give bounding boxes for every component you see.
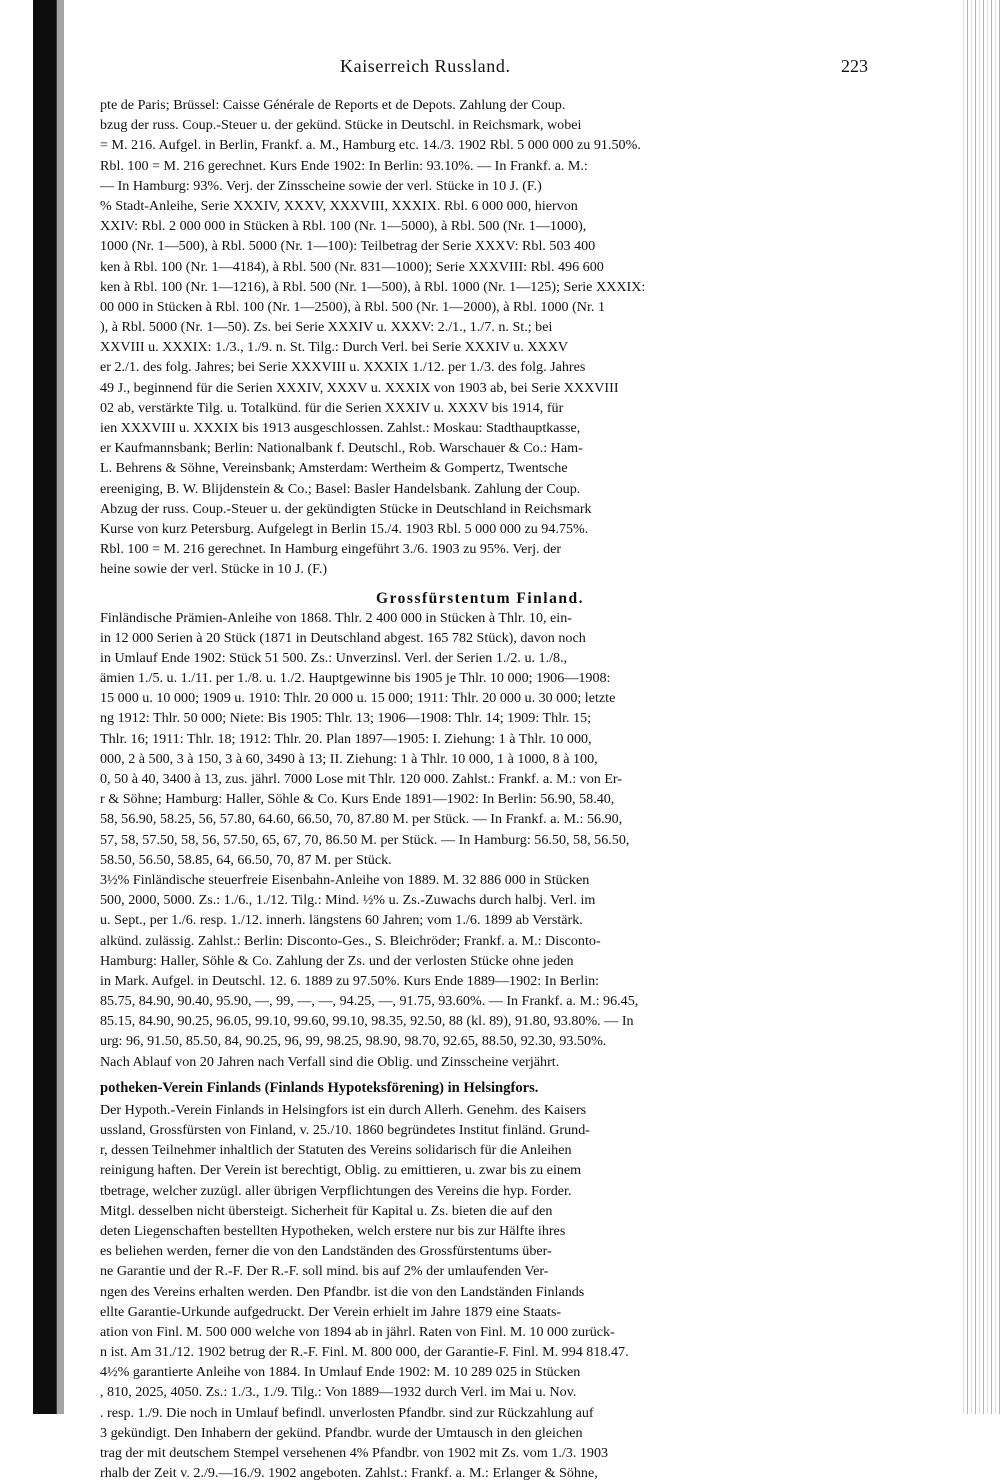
text-line: trag der mit deutschem Stempel versehenen 4% Pfandbr. von 1902 mit Zs. vom 1./3. 1903 <box>100 1445 609 1461</box>
text-line: ken à Rbl. 100 (Nr. 1—4184), à Rbl. 500 (Nr. 831—1000); Serie XXXVIII: Rbl. 496 600 <box>100 258 604 275</box>
text-line: 15 000 u. 10 000; 1909 u. 1910: Thlr. 20 000 u. 15 000; 1911: Thlr. 20 000 u. 30 000; letzte <box>100 690 616 707</box>
page-body <box>100 95 860 1483</box>
text-line: pte de Paris; Brüssel: Caisse Générale de Reports et de Depots. Zahlung der Coup. <box>100 97 566 113</box>
text-line: ngen des Vereins erhalten werden. Den Pfandbr. ist die von den Landständen Finlands <box>100 1283 585 1300</box>
text-line: n ist. Am 31./12. 1902 betrug der R.-F. Finl. M. 800 000, der Garantie-F. Finl. M. 994 818.47. <box>100 1344 629 1361</box>
text-line: 0, 50 à 40, 3400 à 13, zus. jährl. 7000 Lose mit Thlr. 120 000. Zahlst.: Frankf. a. M.: von Er- <box>100 771 623 787</box>
text-line: Abzug der russ. Coup.-Steuer u. der gekündigten Stücke in Deutschland in Reichsmark <box>100 500 592 517</box>
hypothek-section <box>100 1100 860 1483</box>
page-header <box>100 56 868 86</box>
text-line: Kurse von kurz Petersburg. Aufgelegt in Berlin 15./4. 1903 Rbl. 5 000 000 zu 94.75%. <box>100 520 589 537</box>
text-line: 00 000 in Stücken à Rbl. 100 (Nr. 1—2500), à Rbl. 500 (Nr. 1—2000), à Rbl. 1000 (Nr. 1 <box>100 298 605 315</box>
text-line: ne Garantie und der R.-F. Der R.-F. soll mind. bis auf 2% der umlaufenden Ver- <box>100 1263 549 1280</box>
text-line: ämien 1./5. u. 1./11. per 1./8. u. 1./2. Hauptgewinne bis 1905 je Thlr. 10 000; 1906—1908: <box>100 670 611 687</box>
text-line: deten Liegenschaften bestellten Hypotheken, welch erstere nur bis zur Hälfte ihres <box>100 1222 566 1239</box>
text-line: 1000 (Nr. 1—500), à Rbl. 5000 (Nr. 1—100): Teilbetrag der Serie XXXV: Rbl. 503 400 <box>100 238 596 255</box>
section-title-hypothek: potheken-Verein Finlands (Finlands Hypoteksförening) in Helsingfors. <box>100 1079 539 1096</box>
text-line: 58, 56.90, 58.25, 56, 57.80, 64.60, 66.50, 70, 87.80 M. per Stück. — In Frankf. a. M.: 56.90, <box>100 811 623 828</box>
text-line: 58.50, 56.50, 58.85, 64, 66.50, 70, 87 M. per Stück. <box>100 851 392 868</box>
section-title-finland: Grossfürstentum Finland. <box>376 589 584 607</box>
text-line: 85.15, 84.90, 90.25, 96.05, 99.10, 99.60, 99.10, 98.35, 92.50, 88 (kl. 89), 91.80, 93.80%. — In <box>100 1013 634 1030</box>
text-line: r, dessen Teilnehmer inhaltlich der Statuten des Vereins solidarisch für die Anleihen <box>100 1142 572 1159</box>
text-line: XXIV: Rbl. 2 000 000 in Stücken à Rbl. 100 (Nr. 1—5000), à Rbl. 500 (Nr. 1—1000), <box>100 218 587 235</box>
text-line: ken à Rbl. 100 (Nr. 1—1216), à Rbl. 500 (Nr. 1—500), à Rbl. 1000 (Nr. 1—125); Serie XXXIX: <box>100 278 646 295</box>
text-line: Rbl. 100 = M. 216 gerechnet. In Hamburg eingeführt 3./6. 1903 zu 95%. Verj. der <box>100 541 562 558</box>
text-line: 02 ab, verstärkte Tilg. u. Totalkünd. für die Serien XXXIV u. XXXV bis 1914, für <box>100 399 564 416</box>
text-line: 4½% garantierte Anleihe von 1884. In Umlauf Ende 1902: M. 10 289 025 in Stücken <box>100 1364 581 1381</box>
text-line: 500, 2000, 5000. Zs.: 1./6., 1./12. Tilg.: Mind. ½% u. Zs.-Zuwachs durch halbj. Verl. im <box>100 892 596 909</box>
text-line: bzug der russ. Coup.-Steuer u. der gekünd. Stücke in Deutschl. in Reichsmark, wobei <box>100 117 582 134</box>
text-line: ation von Finl. M. 500 000 welche von 1894 ab in jährl. Raten von Finl. M. 10 000 zurück- <box>100 1323 615 1340</box>
text-line: ien XXXVIII u. XXXIX bis 1913 ausgeschlossen. Zahlst.: Moskau: Stadthauptkasse, <box>100 420 581 436</box>
text-line: reinigung haften. Der Verein ist berechtigt, Oblig. zu emittieren, u. zwar bis zu einem <box>100 1162 582 1179</box>
text-line: L. Behrens & Söhne, Vereinsbank; Amsterdam: Wertheim & Gompertz, Twentsche <box>100 460 568 477</box>
text-line: 85.75, 84.90, 90.40, 95.90, —, 99, —, —, 94.25, —, 91.75, 93.60%. — In Frankf. a. M.: 96.45, <box>100 993 639 1010</box>
text-line: Rbl. 100 = M. 216 gerechnet. Kurs Ende 1902: In Berlin: 93.10%. — In Frankf. a. M.: <box>100 157 588 174</box>
text-line: . resp. 1./9. Die noch in Umlauf befindl. unverlosten Pfandbr. sind zur Rückzahlung auf <box>100 1404 594 1421</box>
text-line: ng 1912: Thlr. 50 000; Niete: Bis 1905: Thlr. 13; 1906—1908: Thlr. 14; 1909: Thlr. 15; <box>100 710 592 727</box>
text-line: , 810, 2025, 4050. Zs.: 1./3., 1./9. Tilg.: Von 1889—1932 durch Verl. im Mai u. Nov. <box>100 1384 577 1401</box>
text-line: 57, 58, 57.50, 58, 56, 57.50, 65, 67, 70, 86.50 M. per Stück. — In Hamburg: 56.50, 58, 56.50, <box>100 831 630 848</box>
text-line: ellte Garantie-Urkunde aufgedruckt. Der Verein erhielt im Jahre 1879 eine Staats- <box>100 1303 562 1320</box>
text-line: Thlr. 16; 1911: Thlr. 18; 1912: Thlr. 20. Plan 1897—1905: I. Ziehung: 1 à Thlr. 10 000, <box>100 730 592 747</box>
text-line: ereeniging, B. W. Blijdenstein & Co.; Basel: Basler Handelsbank. Zahlung der Coup. <box>100 480 581 497</box>
text-line: 3½% Finländische steuerfreie Eisenbahn-Anleihe von 1889. M. 32 886 000 in Stücken <box>100 871 590 888</box>
text-line: Hamburg: Haller, Söhle & Co. Zahlung der Zs. und der verlosten Stücke ohne jeden <box>100 952 574 969</box>
text-line: ussland, Grossfürsten von Finland, v. 25./10. 1860 begründetes Institut finländ. Grund- <box>100 1122 590 1138</box>
text-line: 000, 2 à 500, 3 à 150, 3 à 60, 3490 à 13; II. Ziehung: 1 à Thlr. 10 000, 1 à 1000, 8 à 100, <box>100 750 598 767</box>
running-title: Kaiserreich Russland. <box>340 56 511 76</box>
text-line: = M. 216. Aufgel. in Berlin, Frankf. a. M., Hamburg etc. 14./3. 1902 Rbl. 5 000 000 zu 91.50%. <box>100 137 641 154</box>
text-line: Finländische Prämien-Anleihe von 1868. Thlr. 2 400 000 in Stücken à Thlr. 10, ein- <box>100 609 572 626</box>
binding-shadow-edge <box>56 0 64 1414</box>
text-line: Der Hypoth.-Verein Finlands in Helsingfors ist ein durch Allerh. Genehm. des Kaisers <box>100 1101 587 1118</box>
text-line: r & Söhne; Hamburg: Haller, Söhle & Co. Kurs Ende 1891—1902: In Berlin: 56.90, 58.40, <box>100 791 615 808</box>
text-line: u. Sept., per 1./6. resp. 1./12. innerh. längstens 60 Jahren; vom 1./6. 1899 ab Verstärk. <box>100 912 583 929</box>
text-line: XXVIII u. XXXIX: 1./3., 1./9. n. St. Tilg.: Durch Verl. bei Serie XXXIV u. XXXV <box>100 339 569 356</box>
text-line: in Umlauf Ende 1902: Stück 51 500. Zs.: Unverzinsl. Verl. der Serien 1./2. u. 1./8., <box>100 649 568 666</box>
binding-shadow <box>33 0 57 1414</box>
text-line: 3 gekündigt. Den Inhabern der gekünd. Pfandbr. wurde der Umtausch in den gleichen <box>100 1424 583 1441</box>
text-line: 49 J., beginnend für die Serien XXXIV, XXXV u. XXXIX von 1903 ab, bei Serie XXXVIII <box>100 379 619 396</box>
text-line: er Kaufmannsbank; Berlin: Nationalbank f. Deutschl., Rob. Warschauer & Co.: Ham- <box>100 440 583 457</box>
text-line: tbetrage, welcher zuzügl. aller übrigen Verpflichtungen des Vereins die hyp. Forder. <box>100 1182 572 1199</box>
text-line: urg: 96, 91.50, 85.50, 84, 90.25, 96, 99, 98.25, 98.90, 98.70, 92.65, 88.50, 92.30, 93.50%. <box>100 1033 607 1050</box>
left-binding-gutter <box>0 0 92 1414</box>
text-line: — In Hamburg: 93%. Verj. der Zinsscheine sowie der verl. Stücke in 10 J. (F.) <box>100 177 542 194</box>
right-page-edge <box>960 0 1000 1414</box>
text-line: rhalb der Zeit v. 2./9.—16./9. 1902 angeboten. Zahlst.: Frankf. a. M.: Erlanger & Söhne, <box>100 1465 598 1482</box>
text-line: % Stadt-Anleihe, Serie XXXIV, XXXV, XXXVIII, XXXIX. Rbl. 6 000 000, hiervon <box>100 197 578 214</box>
text-line: ), à Rbl. 5000 (Nr. 1—50). Zs. bei Serie XXXIV u. XXXV: 2./1., 1./7. n. St.; bei <box>100 319 553 336</box>
finland-section <box>100 608 860 1072</box>
text-line: in 12 000 Serien à 20 Stück (1871 in Deutschland abgest. 165 782 Stück), davon noch <box>100 629 586 646</box>
text-line: heine sowie der verl. Stücke in 10 J. (F.) <box>100 561 328 578</box>
text-line: alkünd. zulässig. Zahlst.: Berlin: Disconto-Ges., S. Bleichröder; Frankf. a. M.: Disconto- <box>100 932 601 949</box>
russia-section <box>100 95 860 580</box>
text-line: in Mark. Aufgel. in Deutschl. 12. 6. 1889 zu 97.50%. Kurs Ende 1889—1902: In Berlin: <box>100 972 600 989</box>
text-line: es beliehen werden, ferner die von den Landständen des Grossfürstentums über- <box>100 1243 552 1260</box>
text-line: Nach Ablauf von 20 Jahren nach Verfall sind die Oblig. und Zinsscheine verjährt. <box>100 1053 560 1070</box>
page-number: 223 <box>841 56 868 76</box>
text-line: Mitgl. desselben nicht übersteigt. Sicherheit für Kapital u. Zs. bieten die auf den <box>100 1202 553 1219</box>
text-line: er 2./1. des folg. Jahres; bei Serie XXXVIII u. XXXIX 1./12. per 1./3. des folg. Jahres <box>100 359 586 376</box>
